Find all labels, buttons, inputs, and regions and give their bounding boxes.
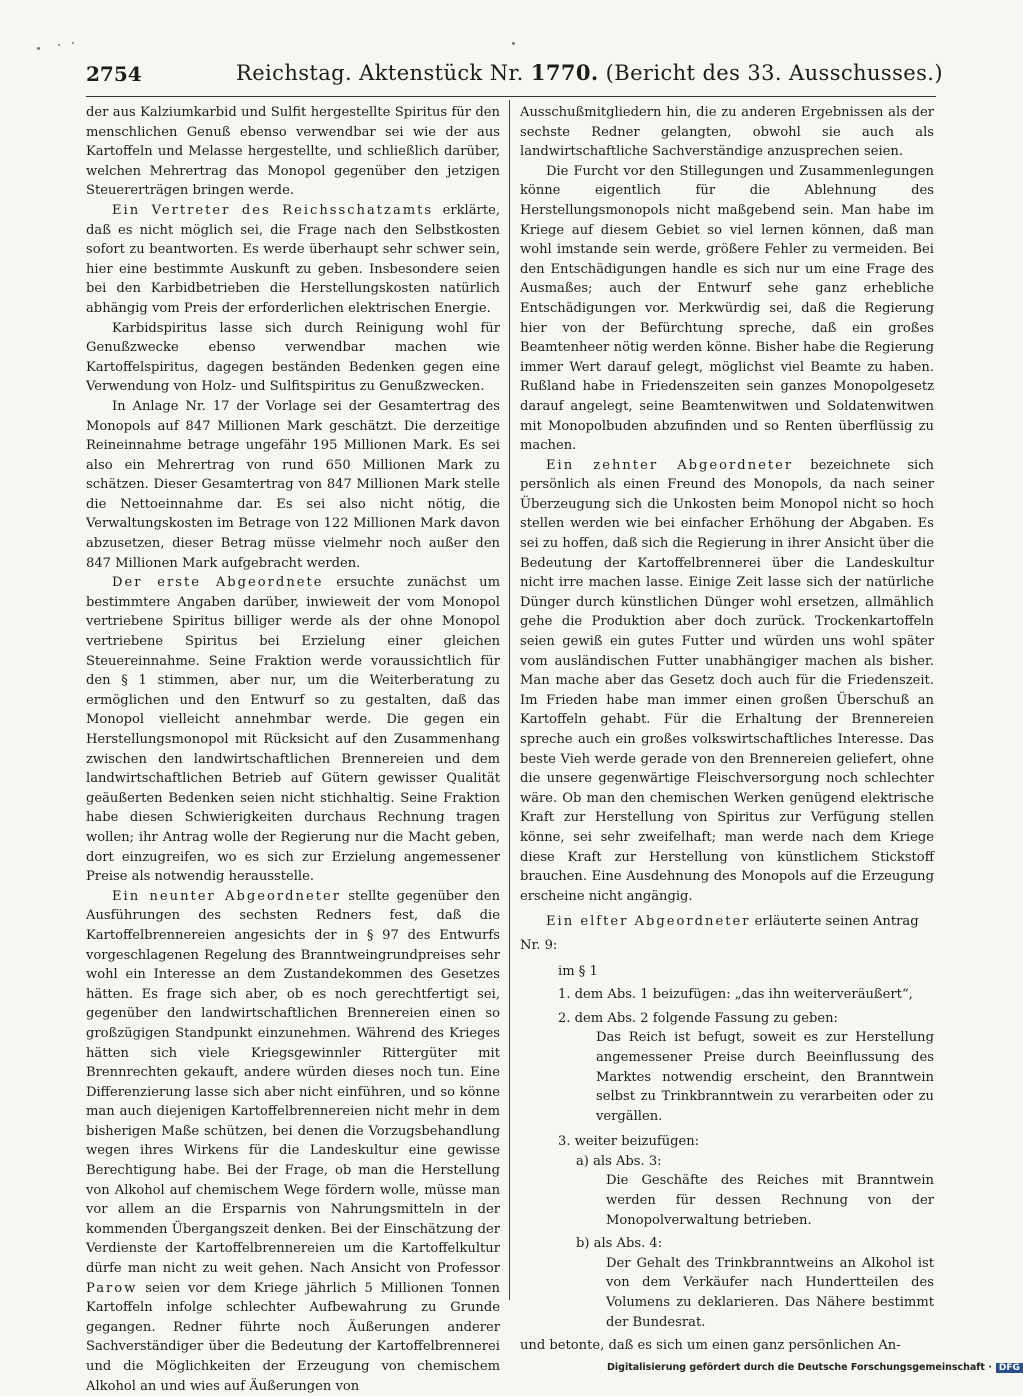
motion-item-text: Der Gehalt des Trinkbranntweins an Alkohol ist von dem Verkäufer nach Hundertteilen des Volumens zu deklarieren. Das Nähere bestimmt der Bundesrat. [606,1255,934,1330]
page-title [236,60,943,85]
paragraph: und betonte, daß es sich um einen ganz persönlichen An- [520,1338,901,1354]
footer-text: Digitalisierung gefördert durch die Deutsche Forschungsgemeinschaft · [607,1362,992,1373]
paragraph [86,573,500,887]
paragraph-text: ersuchte zunächst um bestimmtere Angaben darüber, inwieweit der vom Monopol vertriebene Spiritus billiger werde als der ohne Monopol vertriebene Spiritus bei Erzielung einer gleichen Steuereinnahme. Seine Fraktion werde voraussichtlich für den § 1 stimmen, aber nur, um die Weiterberatung zu ermöglichen und den Entwurf so zu gestalten, daß das Monopol vielleicht annehmbar werde. Die gegen ein Herstellungsmonopol mit Rücksicht auf den Zusammenhang zwischen den landwirtschaftlichen Brennereien und dem landwirtschaftlichen Betrieb auf Gütern gewisser Qualität geäußerten Bedenken seien nicht stichhaltig. Seine Fraktion habe diesen Schwierigkeiten durchaus Rechnung tragen wollen; ihr Antrag wolle der Regierung nur die Macht geben, dort einzugreifen, wo es sich zur Erzielung angemessener Preise als notwendig herausstelle. [86,575,500,885]
paragraph: der aus Kalziumkarbid und Sulfit hergestellte Spiritus für den menschlichen Genuß ebenso verwendbar sei wie der aus Kartoffeln und Melasse hergestellte, und schließlich darüber, welchen Mehrertrag das Monopol gegenüber den jetzigen Steuererträgen bringen werde. [86,105,500,199]
dfg-logo: DFG [996,1363,1023,1373]
motion-subitem: b) als Abs. 4: [576,1236,663,1252]
paragraph-text: seien vor dem Kriege jährlich 5 Millionen Tonnen Kartoffeln infolge schlechter Aufbewahrung zu Grunde gegangen. Redner führte noch Äußerungen anderer Sachverständiger über die Bedeutung der Kartoffelbrennerei und die Möglichkeiten der Erzeugung von chemischem Alkohol an und wies auf Äußerungen von [86,1280,500,1394]
paragraph [86,887,500,1396]
motion-item: 1. dem Abs. 1 beizufügen: „das ihn weiterveräußert“, [558,987,913,1003]
page-header [86,60,943,94]
speaker-label: Der erste Abgeordnete [112,575,324,591]
motion-item-text: Das Reich ist befugt, soweit es zur Herstellung angemessener Preise durch Beeinflussung des Marktes notwendig erscheint, den Branntwein selbst zu Trinkbranntwein zu verarbeiten oder zu vergällen. [596,1030,934,1124]
paragraph [520,912,934,932]
funding-footer [607,1362,1023,1373]
motion-list [520,962,934,1333]
paragraph-text: stellte gegenüber den Ausführungen des sechsten Redners fest, daß die Kartoffelbrennereien angesichts der in § 97 des Entwurfs vorgeschlagenen Regelung des Branntweingrundpreises sehr wohl ein Interesse an dem Zustandekommen des Gesetzes hätten. Es frage sich aber, ob es noch gerechtfertigt sei, gegenüber den landwirtschaftlichen Brennereien einen so großzügigen Standpunkt einzunehmen. Während des Krieges hätten sich viele Kriegsgewinnler Rittergüter mit Brennrechten gekauft, andere würden dieses noch tun. Eine Differenzierung lasse sich aber nicht einführen, und so könne man auch diejenigen Kartoffelbrennereien nicht mehr in dem bisherigen Maße schützen, bei denen die Vorzugsbehandlung wegen ihres Wirkens für die Landeskultur eine gewisse Berechtigung habe. Bei der Frage, ob man die Herstellung von Alkohol auf chemischem Wege fördern wolle, müsse man vor allem an die Ersparnis von Nahrungsmitteln in der kommenden Übergangszeit denken. Bei der Einschätzung der Verdienste der Kartoffelbrennereien um die Kartoffelkultur dürfe man nicht zu weit gehen. Nach Ansicht von Professor [86,888,500,1277]
speaker-label: Ein Vertreter des Reichsschatzamts [112,202,434,218]
title-main: Reichstag. Aktenstück Nr. [236,61,531,85]
paragraph: In Anlage Nr. 17 der Vorlage sei der Gesamtertrag des Monopols auf 847 Millionen Mark geschätzt. Die derzeitige Reineinnahme betrage ungefähr 195 Millionen Mark. Es sei also ein Mehrertrag von rund 650 Millionen Mark zu schätzen. Dieser Gesamtertrag von 847 Millionen Mark stelle die Nettoeinnahme dar. Es sei also nicht nötig, die Verwaltungskosten im Betrage von 122 Millionen Mark davon abzusetzen, dieser Betrag müsse vielmehr noch außer den 847 Millionen Mark aufgebracht werden. [86,398,500,571]
document-number: 1770. [530,60,599,85]
paragraph: Die Furcht vor den Stillegungen und Zusammenlegungen könne eigentlich für die Ablehnung des Herstellungsmonopols nicht maßgebend sein. Man habe im Kriege auf diesem Gebiet so viel lernen können, daß man wohl imstande sein werde, größere Fehler zu vermeiden. Bei den Entschädigungen handle es sich nur um eine Frage des Ausmaßes; auch der Entwurf sehe ganz erhebliche Entschädigungen vor. Merkwürdig sei, daß die Regierung hier von der Befürchtung spreche, daß ein großes Beamtenheer nötig werden könne. Bisher habe die Regierung immer Wert darauf gelegt, möglichst viel Beamte zu haben. Rußland habe in Friedenszeiten sein ganzes Monopolgesetz darauf angelegt, seine Beamtenwitwen und Soldatenwitwen mit Monopolbuden abzufinden und so Renten überflüssig zu machen. [520,163,934,454]
speaker-label: Ein zehnter Abgeordneter [546,457,794,473]
right-column [520,103,934,1356]
paragraph-text: bezeichnete sich persönlich als einen Freund des Monopols, da nach seiner Überzeugung sich die Unkosten beim Monopol nicht so hoch stellen werden wie bei einfacher Erhöhung der Abgaben. Es sei zu hoffen, daß sich die Regierung in ihrer Ansicht über die Bedeutung der Kartoffelbrennerei über die Landeskultur nicht irre machen lasse. Einige Zeit lasse sich der natürliche Dünger durch künstlichen Dünger wohl ersetzen, allmählich gehe die Produktion aber doch zurück. Trockenkartoffeln seien gewiß ein gutes Futter und würden uns wohl später vom ausländischen Futter unabhängiger machen als bisher. Man mache aber das Gesetz doch auch für die Friedenszeit. Im Frieden habe man immer einen großen Überschuß an Kartoffeln gehabt. Für die Erhaltung der Brennereien spreche auch ein großes volkswirtschaftliches Interesse. Das beste Vieh werde gerade von den Brennereien geliefert, ohne die unsere gegenwärtige Fleischversorgung noch schlechter wäre. Ob man den chemischen Werken genügend elektrische Kraft zur Herstellung von Spiritus zur Verfügung stellen könne, sei sehr zweifelhaft; man werde nach dem Kriege diese Kraft zur Herstellung von künstlichem Stickstoff brauchen. Eine Ausdehnung des Monopols auf die Erzeugung erscheine nicht angängig. [520,457,934,904]
column-divider [509,100,510,1300]
scan-speck [72,42,74,44]
scan-speck [37,47,40,50]
motion-paragraph-ref: im § 1 [558,963,598,979]
scan-speck [58,44,60,46]
speaker-label: Ein neunter Abgeordneter [112,888,341,904]
motion-item: 3. weiter beizufügen: [558,1134,700,1150]
motion-number: Nr. 9: [520,937,558,953]
title-subtitle: (Bericht des 33. Ausschusses.) [598,61,943,85]
paragraph-text: erklärte, daß es nicht möglich sei, die Frage nach den Selbstkosten sofort zu beantworten. Es werde überhaupt sehr schwer sein, hier eine bestimmte Auskunft zu geben. Insbesondere seien bei den Karbidbetrieben die Herstellungskosten natürlich abhängig vom Preis der erforderlichen elektrischen Energie. [86,202,500,316]
motion-item: 2. dem Abs. 2 folgende Fassung zu geben: [558,1010,838,1026]
paragraph: Ausschußmitgliedern hin, die zu anderen Ergebnissen als der sechste Redner gelangten, obwohl sie auch als landwirtschaftliche Sachverständige anzusprechen seien. [520,105,934,160]
paragraph: Karbidspiritus lasse sich durch Reinigung wohl für Genußzwecke ebenso verwendbar machen wie Kartoffelspiritus, dagegen beständen Bedenken gegen eine Verwendung von Holz- und Sulfitspiritus zu Genußzwecken. [86,320,500,395]
person-name: Parow [86,1280,138,1296]
header-rule [86,96,936,97]
speaker-label: Ein elfter Abgeordneter [546,914,751,930]
paragraph-text: erläuterte seinen Antrag [750,914,919,930]
motion-item-text: Die Geschäfte des Reiches mit Branntwein werden für dessen Rechnung von der Monopolverwaltung betrieben. [606,1173,934,1228]
left-column [86,103,500,1396]
scan-speck [512,42,515,45]
paragraph [86,201,500,319]
page-number: 2754 [86,62,142,86]
paragraph [520,456,934,907]
motion-subitem: a) als Abs. 3: [576,1153,662,1169]
